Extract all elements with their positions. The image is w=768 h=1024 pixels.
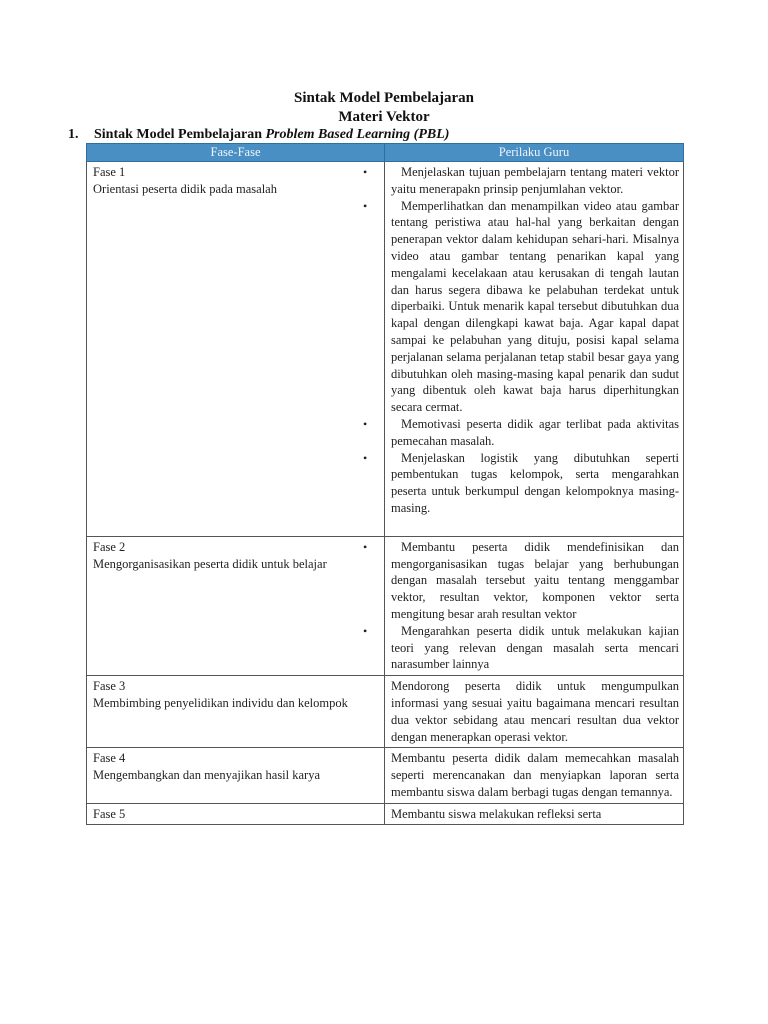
teacher-behavior-cell: Membantu siswa melakukan refleksi serta bbox=[385, 803, 684, 825]
table-row bbox=[87, 748, 684, 803]
teacher-behavior-cell bbox=[363, 536, 684, 675]
list-item: • Menjelaskan logistik yang dibutuhkan seperti pembentukan tugas kelompok, serta mengarahkan peserta untuk berkumpul dengan kelompoknya masing-masing. bbox=[363, 450, 679, 515]
phase-description: Mengorganisasikan peserta didik untuk belajar bbox=[93, 556, 327, 571]
table-row bbox=[87, 536, 684, 675]
header-perilaku-guru: Perilaku Guru bbox=[385, 144, 684, 162]
list-item: • Memotivasi peserta didik agar terlibat pada aktivitas pemecahan masalah. bbox=[363, 416, 679, 448]
bullet-icon: • bbox=[363, 165, 368, 179]
header-fase: Fase-Fase bbox=[87, 144, 385, 162]
document-subtitle: Materi Vektor bbox=[338, 109, 430, 125]
table-row bbox=[87, 676, 684, 748]
table-row bbox=[87, 803, 684, 825]
phase-label: Fase 1 bbox=[93, 165, 126, 179]
phase-description: Orientasi peserta didik pada masalah bbox=[93, 181, 277, 196]
bullet-icon: • bbox=[363, 623, 368, 638]
phase-label: Fase 3 bbox=[93, 679, 126, 694]
phase-cell bbox=[87, 536, 385, 675]
list-item: • Menjelaskan tujuan pembelajarn tentang materi vektor yaitu menerapakn prinsip penjumlahan vektor. bbox=[363, 165, 679, 196]
list-item: • Memperlihatkan dan menampilkan video atau gambar tentang peristiwa atau hal-hal yang berkaitan dengan penerapan vektor dalam kehidupan sehari-hari. Misalnya video atau gambar tentang penarikan kapal yang mengalami kecelakaan atau kerusakan di tengah lautan dan harus segera dibawa ke pelabuhan terdekat untuk diperbaiki. Untuk menarik kapal tersebut dibutuhkan dua kapal dengan dilengkapi kawat baja. Agar kapal dapat sampai ke pelabuhan yang dituju, posisi kapal selama perjalanan selama perjalanan tetap stabil besar gaya yang dibutuhkan oleh masing-masing kapal penarik dan sudut yang dibentuk oleh kawat baja harus diperhitungkan secara cermat. bbox=[363, 198, 679, 415]
phase-cell bbox=[87, 162, 385, 537]
bullet-icon: • bbox=[363, 539, 368, 554]
phase-cell bbox=[87, 748, 385, 803]
bullet-icon: • bbox=[363, 450, 368, 465]
teacher-behavior-cell bbox=[363, 162, 684, 537]
teacher-behavior-cell: Membantu peserta didik dalam memecahkan masalah seperti merencanakan dan menyiapkan laporan serta membantu siswa dalam berbagi tugas dengan temannya. bbox=[385, 748, 684, 803]
teacher-behavior-cell: Mendorong peserta didik untuk mengumpulkan informasi yang sesuai yaitu bagaimana mencari resultan dua vektor sebidang atau mencari resultan dua vektor dengan menerapkan operasi vektor. bbox=[385, 676, 684, 748]
phase-label: Fase 5 bbox=[93, 806, 126, 821]
phase-cell bbox=[87, 676, 385, 748]
bullet-icon: • bbox=[363, 198, 368, 213]
document-title: Sintak Model Pembelajaran bbox=[294, 90, 474, 106]
phase-label: Fase 2 bbox=[93, 539, 126, 554]
table-row bbox=[87, 162, 684, 537]
phase-cell bbox=[87, 803, 385, 825]
section-heading bbox=[68, 127, 449, 143]
list-item: • Membantu peserta didik mendefinisikan dan mengorganisasikan tugas belajar yang berhubungan dengan masalah tersebut yaitu tentang menggambar vektor, resultan vektor, komponen vektor serta mengitung besar arah resultan vektor bbox=[363, 539, 679, 621]
section-number: 1. bbox=[68, 127, 79, 142]
phase-label: Fase 4 bbox=[93, 751, 126, 766]
pbl-syntax-table bbox=[86, 143, 684, 825]
phase-description: Membimbing penyelidikan individu dan kelompok bbox=[93, 695, 348, 710]
phase-description: Mengembangkan dan menyajikan hasil karya bbox=[93, 768, 321, 783]
section-label-italic: Problem Based Learning (PBL) bbox=[265, 127, 450, 142]
bullet-icon: • bbox=[363, 416, 368, 431]
section-label: Sintak Model Pembelajaran bbox=[94, 127, 266, 142]
table-header-row bbox=[87, 144, 684, 162]
list-item: • Mengarahkan peserta didik untuk melakukan kajian teori yang relevan dengan masalah serta mencari narasumber lainnya bbox=[363, 623, 679, 672]
